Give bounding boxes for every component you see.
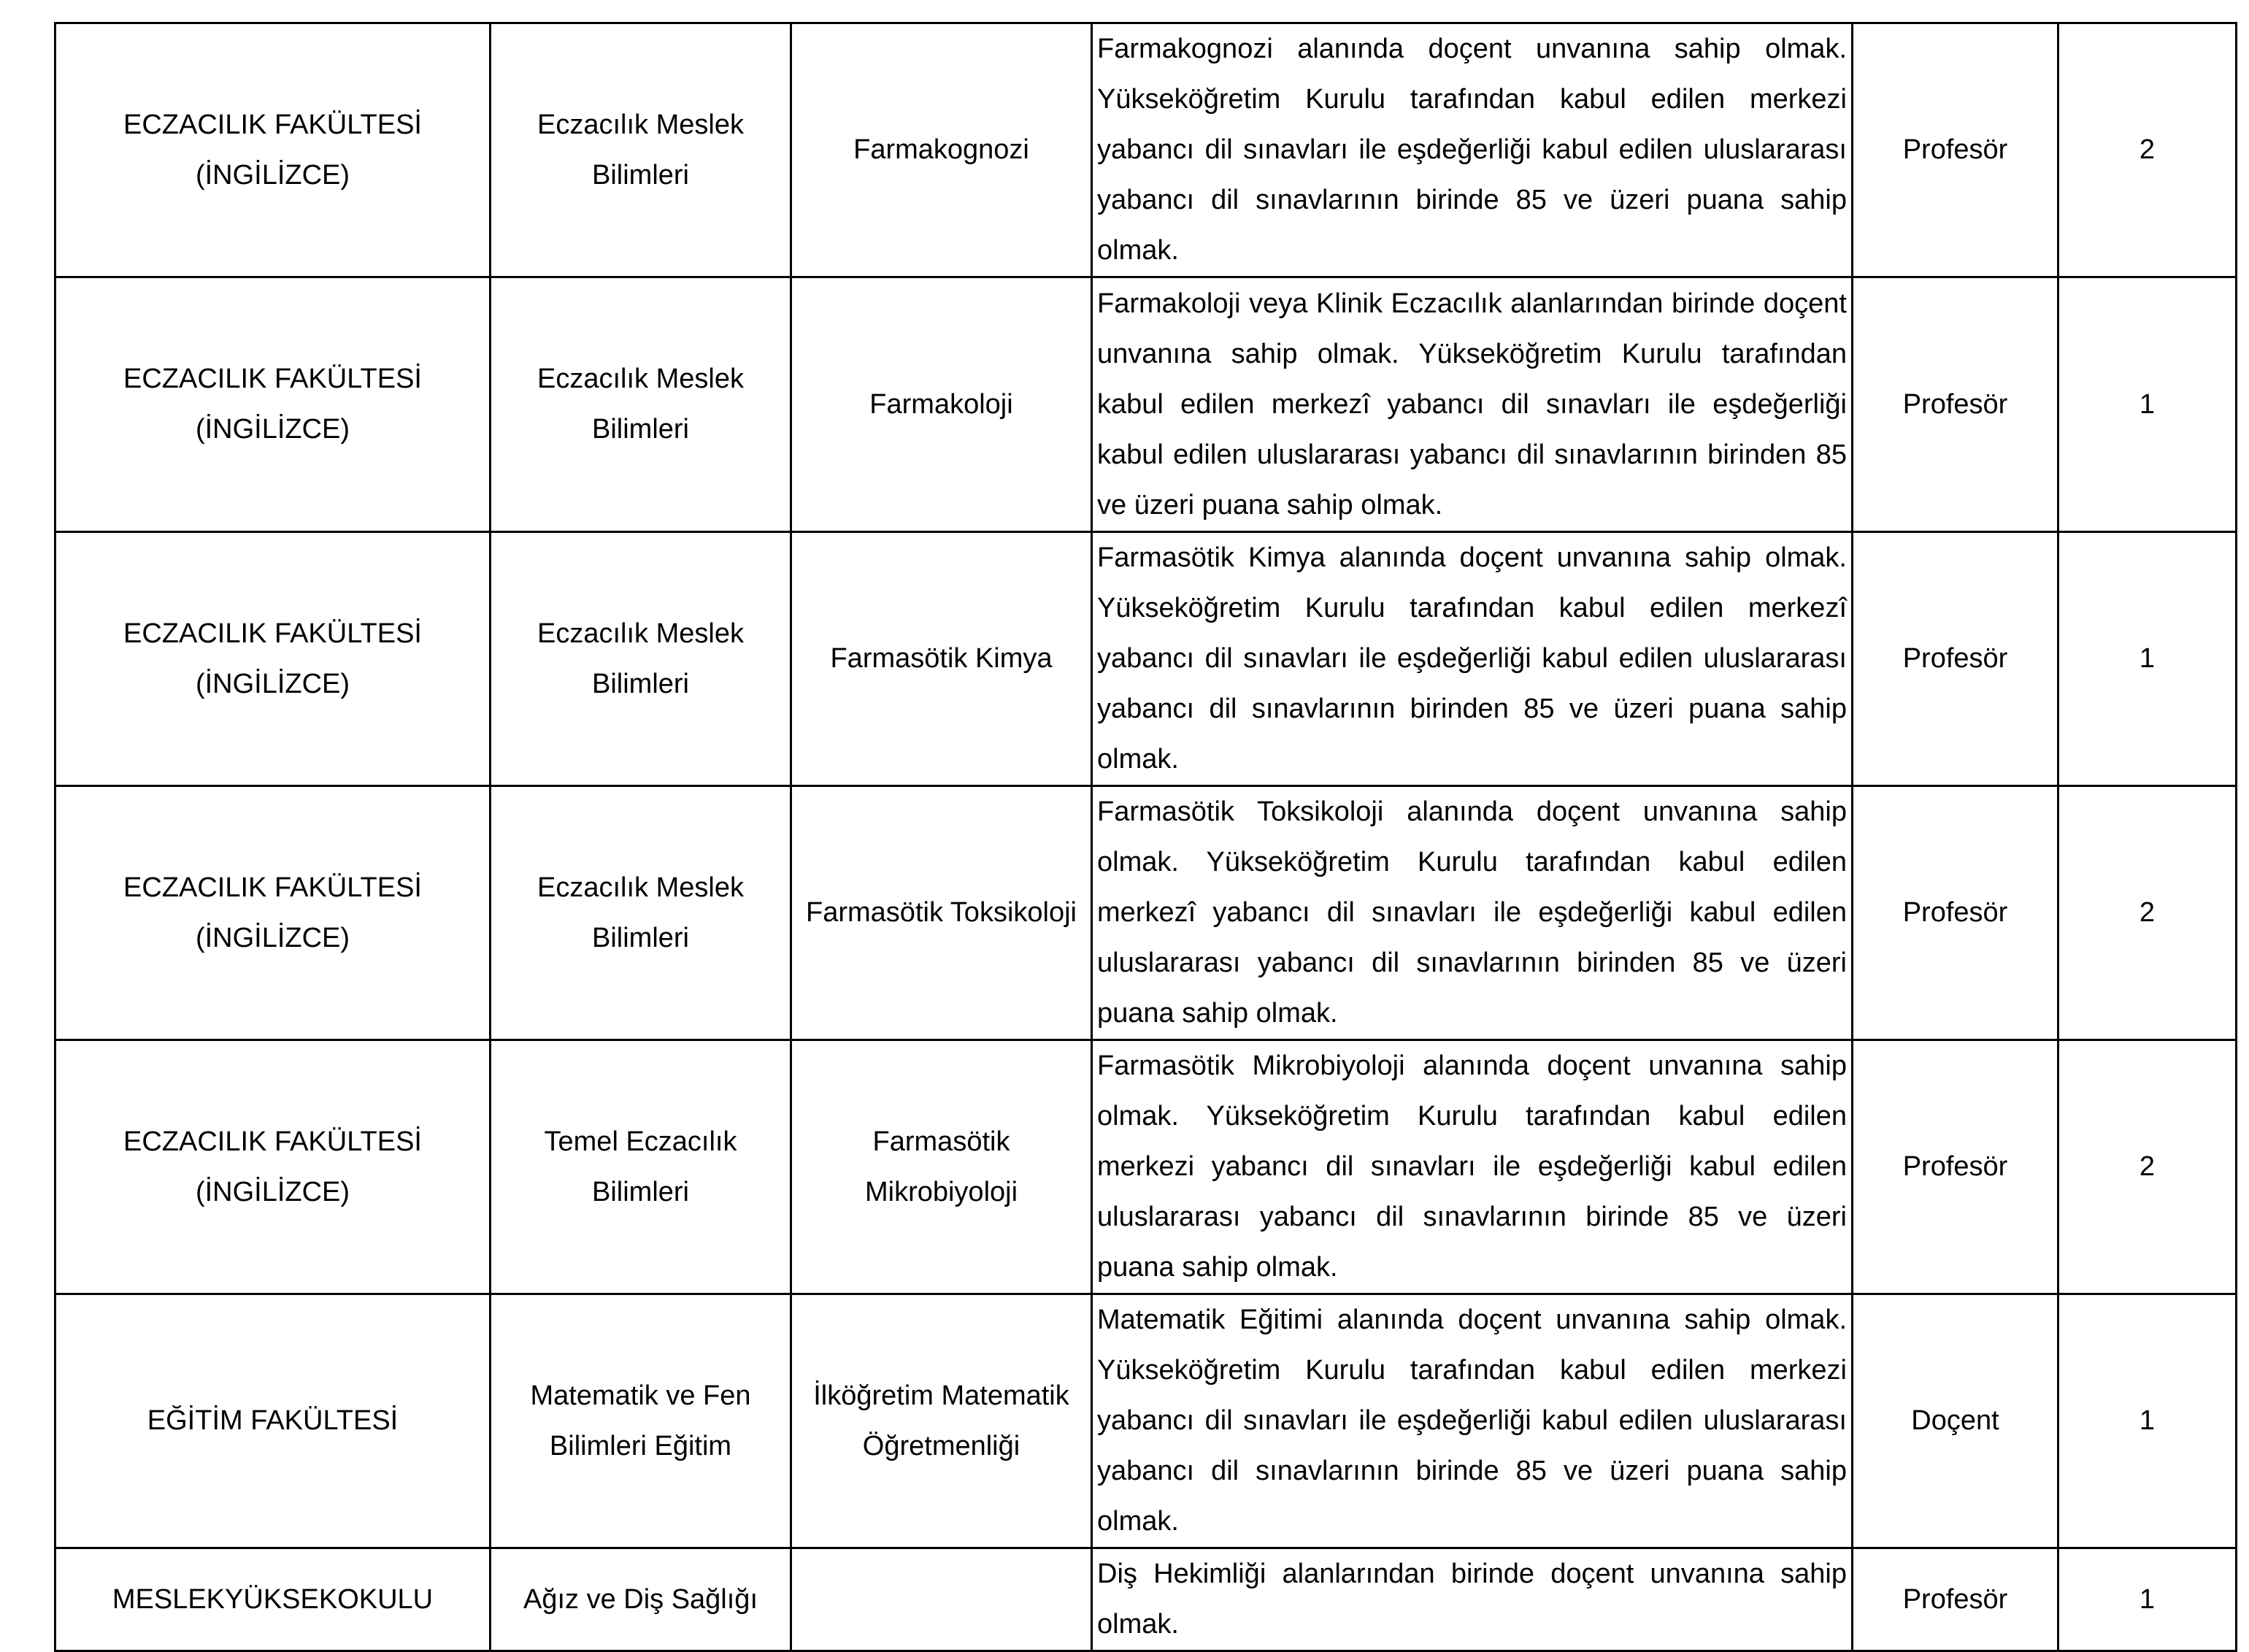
program-cell: Farmasötik Toksikoloji	[791, 786, 1092, 1040]
department-cell: Matematik ve Fen Bilimleri Eğitim	[491, 1294, 791, 1548]
faculty-cell: ECZACILIK FAKÜLTESİ (İNGİLİZCE)	[55, 532, 491, 786]
department-cell: Eczacılık Meslek Bilimleri	[491, 277, 791, 532]
table-row	[55, 1040, 2237, 1294]
table-row	[55, 277, 2237, 532]
department-cell: Temel Eczacılık Bilimleri	[491, 1040, 791, 1294]
requirement-cell: Farmasötik Mikrobiyoloji alanında doçent unvanına sahip olmak. Yükseköğretim Kurulu tarafından kabul edilen merkezi yabancı dil sınavları ile eşdeğerliği kabul edilen uluslararası yabancı dil sınavlarının birinde 85 ve üzeri puana sahip olmak.	[1092, 1040, 1853, 1294]
faculty-cell: ECZACILIK FAKÜLTESİ (İNGİLİZCE)	[55, 1040, 491, 1294]
title-cell: Doçent	[1853, 1294, 2058, 1548]
table-row	[55, 1548, 2237, 1651]
title-cell: Profesör	[1853, 23, 2058, 277]
table-row	[55, 1294, 2237, 1548]
positions-table-container	[54, 22, 2235, 1652]
department-cell: Ağız ve Diş Sağlığı	[491, 1548, 791, 1651]
requirement-cell: Farmakoloji veya Klinik Eczacılık alanlarından birinde doçent unvanına sahip olmak. Yükseköğretim Kurulu tarafından kabul edilen merkezî yabancı dil sınavları ile eşdeğerliği kabul edilen uluslararası yabancı dil sınavlarının birinden 85 ve üzeri puana sahip olmak.	[1092, 277, 1853, 532]
title-cell: Profesör	[1853, 786, 2058, 1040]
faculty-cell: ECZACILIK FAKÜLTESİ (İNGİLİZCE)	[55, 277, 491, 532]
department-cell: Eczacılık Meslek Bilimleri	[491, 23, 791, 277]
count-cell: 1	[2058, 1548, 2237, 1651]
table-row	[55, 23, 2237, 277]
faculty-cell: ECZACILIK FAKÜLTESİ (İNGİLİZCE)	[55, 23, 491, 277]
requirement-cell: Matematik Eğitimi alanında doçent unvanına sahip olmak. Yükseköğretim Kurulu tarafından kabul edilen merkezi yabancı dil sınavları ile eşdeğerliği kabul edilen uluslararası yabancı dil sınavlarının birinde 85 ve üzeri puana sahip olmak.	[1092, 1294, 1853, 1548]
title-cell: Profesör	[1853, 532, 2058, 786]
faculty-cell: EĞİTİM FAKÜLTESİ	[55, 1294, 491, 1548]
department-cell: Eczacılık Meslek Bilimleri	[491, 532, 791, 786]
table-row	[55, 786, 2237, 1040]
count-cell: 2	[2058, 786, 2237, 1040]
program-cell: İlköğretim Matematik Öğretmenliği	[791, 1294, 1092, 1548]
program-cell: Farmakoloji	[791, 277, 1092, 532]
count-cell: 1	[2058, 532, 2237, 786]
requirement-cell: Farmasötik Toksikoloji alanında doçent unvanına sahip olmak. Yükseköğretim Kurulu tarafından kabul edilen merkezî yabancı dil sınavları ile eşdeğerliği kabul edilen uluslararası yabancı dil sınavlarının birinden 85 ve üzeri puana sahip olmak.	[1092, 786, 1853, 1040]
count-cell: 2	[2058, 23, 2237, 277]
positions-table	[54, 22, 2237, 1652]
title-cell: Profesör	[1853, 1040, 2058, 1294]
requirement-cell: Diş Hekimliği alanlarından birinde doçent unvanına sahip olmak.	[1092, 1548, 1853, 1651]
requirement-cell: Farmasötik Kimya alanında doçent unvanına sahip olmak. Yükseköğretim Kurulu tarafından kabul edilen merkezî yabancı dil sınavları ile eşdeğerliği kabul edilen uluslararası yabancı dil sınavlarının birinden 85 ve üzeri puana sahip olmak.	[1092, 532, 1853, 786]
faculty-cell: ECZACILIK FAKÜLTESİ (İNGİLİZCE)	[55, 786, 491, 1040]
department-cell: Eczacılık Meslek Bilimleri	[491, 786, 791, 1040]
program-cell: Farmasötik Mikrobiyoloji	[791, 1040, 1092, 1294]
program-cell: Farmasötik Kimya	[791, 532, 1092, 786]
faculty-cell: MESLEKYÜKSEKOKULU	[55, 1548, 491, 1651]
count-cell: 1	[2058, 1294, 2237, 1548]
title-cell: Profesör	[1853, 1548, 2058, 1651]
count-cell: 1	[2058, 277, 2237, 532]
title-cell: Profesör	[1853, 277, 2058, 532]
program-cell	[791, 1548, 1092, 1651]
program-cell: Farmakognozi	[791, 23, 1092, 277]
table-row	[55, 532, 2237, 786]
requirement-cell: Farmakognozi alanında doçent unvanına sahip olmak. Yükseköğretim Kurulu tarafından kabul edilen merkezi yabancı dil sınavları ile eşdeğerliği kabul edilen uluslararası yabancı dil sınavlarının birinde 85 ve üzeri puana sahip olmak.	[1092, 23, 1853, 277]
count-cell: 2	[2058, 1040, 2237, 1294]
